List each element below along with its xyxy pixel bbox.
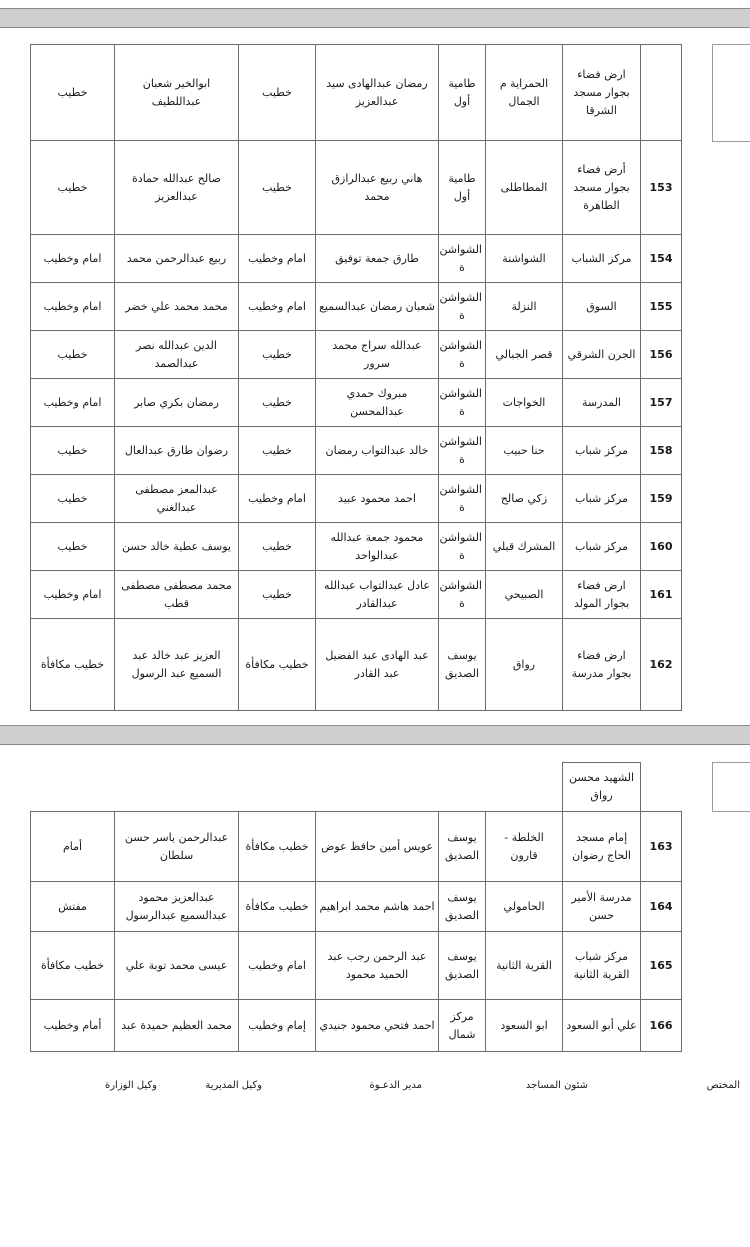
administration-cell: طامية أول bbox=[439, 141, 486, 235]
preacher-name-cell: هاني ربيع عبدالرازق محمد bbox=[316, 141, 439, 235]
table-row bbox=[31, 571, 682, 619]
row-number-cell: 156 bbox=[641, 331, 682, 379]
alternate-name-cell: محمد العظيم حميدة عبد bbox=[115, 1000, 239, 1052]
preacher-role-cell: خطيب مكافأة bbox=[239, 812, 316, 882]
administration-cell: يوسف الصديق bbox=[439, 882, 486, 932]
mosque-location-cell: مركز شباب القرية الثانية bbox=[563, 932, 641, 1000]
alternate-role-cell: امام وخطيب bbox=[31, 571, 115, 619]
village-cell: حنا حبيب bbox=[486, 427, 563, 475]
table-row bbox=[31, 235, 682, 283]
preacher-name-cell: احمد فتحي محمود جنيدي bbox=[316, 1000, 439, 1052]
alternate-role-cell: خطيب bbox=[31, 427, 115, 475]
preacher-role-cell: خطيب مكافأة bbox=[239, 882, 316, 932]
page-break-separator bbox=[0, 725, 750, 745]
preacher-name-cell: عادل عبدالتواب عبدالله عبدالقادر bbox=[316, 571, 439, 619]
village-cell: الخواجات bbox=[486, 379, 563, 427]
administration-cell: الشواشن ة bbox=[439, 379, 486, 427]
village-cell: المطاطلى bbox=[486, 141, 563, 235]
alternate-role-cell: امام وخطيب bbox=[31, 379, 115, 427]
preacher-role-cell: خطيب bbox=[239, 331, 316, 379]
mosque-location-cell: مركز الشباب bbox=[563, 235, 641, 283]
administration-cell: الشواشن ة bbox=[439, 427, 486, 475]
alternate-role-cell: خطيب مكافأة bbox=[31, 619, 115, 711]
table-row bbox=[31, 619, 682, 711]
preacher-name-cell: شعبان رمضان عبدالسميع bbox=[316, 283, 439, 331]
row-number-cell: 163 bbox=[641, 812, 682, 882]
table-row bbox=[31, 331, 682, 379]
alternate-name-cell: ربيع عبدالرحمن محمد bbox=[115, 235, 239, 283]
administration-cell: مركز شمال bbox=[439, 1000, 486, 1052]
administration-cell: الشواشن ة bbox=[439, 571, 486, 619]
table-row bbox=[31, 523, 682, 571]
village-cell: رواق bbox=[486, 619, 563, 711]
administration-cell: يوسف الصديق bbox=[439, 619, 486, 711]
alternate-role-cell: امام وخطيب bbox=[31, 235, 115, 283]
mosque-location-cell: علي أبو السعود bbox=[563, 1000, 641, 1052]
alternate-role-cell: أمام bbox=[31, 812, 115, 882]
row-number-cell: 154 bbox=[641, 235, 682, 283]
mosque-location-cell: مركز شباب bbox=[563, 523, 641, 571]
alternate-role-cell: خطيب bbox=[31, 141, 115, 235]
preacher-name-cell: عبدالله سراج محمد سرور bbox=[316, 331, 439, 379]
alternate-name-cell: عبدالمعز مصطفى عبدالغني bbox=[115, 475, 239, 523]
village-cell: الصبيحي bbox=[486, 571, 563, 619]
alternate-name-cell: العزيز عبد خالد عبد السميع عبد الرسول bbox=[115, 619, 239, 711]
footer-specialist: المختص bbox=[706, 1080, 740, 1091]
table-row bbox=[31, 141, 682, 235]
alternate-role-cell: خطيب bbox=[31, 331, 115, 379]
alternate-role-cell: أمام وخطيب bbox=[31, 1000, 115, 1052]
alternate-name-cell: عبدالرحمن ياسر حسن سلطان bbox=[115, 812, 239, 882]
alternate-role-cell: خطيب bbox=[31, 523, 115, 571]
alternate-name-cell: الدين عبدالله نصر عبدالصمد bbox=[115, 331, 239, 379]
preacher-role-cell: امام وخطيب bbox=[239, 235, 316, 283]
preacher-role-cell: امام وخطيب bbox=[239, 932, 316, 1000]
row-number-cell: 160 bbox=[641, 523, 682, 571]
village-cell: زكي صالح bbox=[486, 475, 563, 523]
preacher-role-cell: خطيب bbox=[239, 571, 316, 619]
page-top-separator bbox=[0, 8, 750, 28]
preacher-name-cell: طارق جمعة توفيق bbox=[316, 235, 439, 283]
village-cell: الحمراية م الجمال bbox=[486, 45, 563, 141]
alternate-name-cell: رضوان طارق عبدالعال bbox=[115, 427, 239, 475]
row-number-cell: 158 bbox=[641, 427, 682, 475]
village-cell: المشرك قبلي bbox=[486, 523, 563, 571]
mosque-location-cell: الجرن الشرقي bbox=[563, 331, 641, 379]
alternate-name-cell: يوسف عطية خالد حسن bbox=[115, 523, 239, 571]
alternate-name-cell: رمضان بكري صابر bbox=[115, 379, 239, 427]
footer-mosque-affairs: شئون المساجد bbox=[525, 1080, 588, 1091]
village-cell: النزلة bbox=[486, 283, 563, 331]
preacher-name-cell: احمد هاشم محمد ابراهيم bbox=[316, 882, 439, 932]
administration-cell: الشواشن ة bbox=[439, 283, 486, 331]
village-cell: قصر الجبالي bbox=[486, 331, 563, 379]
margin-box-bottom bbox=[712, 762, 750, 812]
preacher-name-cell: محمود جمعة عبدالله عبدالواحد bbox=[316, 523, 439, 571]
preacher-name-cell: عبد الهادى عبد الفضيل عبد القادر bbox=[316, 619, 439, 711]
preacher-role-cell: خطيب bbox=[239, 45, 316, 141]
preacher-role-cell: إمام وخطيب bbox=[239, 1000, 316, 1052]
alternate-name-cell: محمد محمد علي خضر bbox=[115, 283, 239, 331]
preacher-role-cell: امام وخطيب bbox=[239, 475, 316, 523]
footer-ministry-deputy: وكيل الوزارة bbox=[104, 1080, 157, 1091]
administration-cell: الشواشن ة bbox=[439, 235, 486, 283]
alternate-role-cell: خطيب مكافأة bbox=[31, 932, 115, 1000]
mosque-location-cell: أرض فضاء بجوار مسجد الطاهرة bbox=[563, 141, 641, 235]
row-number-cell bbox=[641, 45, 682, 141]
preacher-role-cell: خطيب bbox=[239, 141, 316, 235]
administration-cell: الشواشن ة bbox=[439, 331, 486, 379]
row-number-cell: 164 bbox=[641, 882, 682, 932]
note-cell: الشهيد محسن رواق bbox=[563, 763, 641, 812]
table-row bbox=[31, 475, 682, 523]
footer-directorate-deputy: وكيل المديرية bbox=[205, 1080, 262, 1091]
preacher-role-cell: امام وخطيب bbox=[239, 283, 316, 331]
village-cell: الحامولي bbox=[486, 882, 563, 932]
preacher-name-cell: احمد محمود عبيد bbox=[316, 475, 439, 523]
alternate-name-cell: عبدالعزيز محمود عبدالسميع عبدالرسول bbox=[115, 882, 239, 932]
mosque-location-cell: مدرسة الأمير حسن bbox=[563, 882, 641, 932]
administration-cell: الشواشن ة bbox=[439, 523, 486, 571]
alternate-role-cell: امام وخطيب bbox=[31, 283, 115, 331]
table-row bbox=[31, 45, 682, 141]
alternate-name-cell: عيسى محمد توبة علي bbox=[115, 932, 239, 1000]
preacher-role-cell: خطيب bbox=[239, 523, 316, 571]
alternate-role-cell: خطيب bbox=[31, 475, 115, 523]
preacher-name-cell: عويس أمين حافظ عوض bbox=[316, 812, 439, 882]
preacher-name-cell: رمضان عبدالهادى سيد عبدالعزيز bbox=[316, 45, 439, 141]
row-number-cell: 157 bbox=[641, 379, 682, 427]
alternate-name-cell: ابوالخير شعبان عبداللطيف bbox=[115, 45, 239, 141]
alternate-name-cell: صالح عبدالله حمادة عبدالعزيز bbox=[115, 141, 239, 235]
table-row bbox=[31, 379, 682, 427]
administration-cell: يوسف الصديق bbox=[439, 812, 486, 882]
alternate-role-cell: مفتش bbox=[31, 882, 115, 932]
mosque-location-cell: المدرسة bbox=[563, 379, 641, 427]
row-number-cell: 162 bbox=[641, 619, 682, 711]
mosque-location-cell: ارض فضاء بجوار المولد bbox=[563, 571, 641, 619]
administration-cell: طامية أول bbox=[439, 45, 486, 141]
preacher-name-cell: خالد عبدالتواب رمضان bbox=[316, 427, 439, 475]
table-row bbox=[31, 932, 682, 1000]
mosque-location-cell: ارض فضاء بجوار مدرسة bbox=[563, 619, 641, 711]
row-number-cell: 161 bbox=[641, 571, 682, 619]
village-cell: الخلطة - قارون bbox=[486, 812, 563, 882]
footer-dawa-director: مدير الدعـوة bbox=[369, 1080, 422, 1091]
alternate-name-cell: محمد مصطفى مصطفى قطب bbox=[115, 571, 239, 619]
table-row bbox=[31, 427, 682, 475]
table-note-row bbox=[31, 763, 682, 812]
village-cell: الشواشنة bbox=[486, 235, 563, 283]
village-cell: ابو السعود bbox=[486, 1000, 563, 1052]
row-number-cell: 159 bbox=[641, 475, 682, 523]
mosque-location-cell: السوق bbox=[563, 283, 641, 331]
preacher-role-cell: خطيب bbox=[239, 379, 316, 427]
administration-cell: يوسف الصديق bbox=[439, 932, 486, 1000]
mosque-assignment-table-2 bbox=[30, 762, 682, 1052]
mosque-location-cell: ارض فضاء بجوار مسجد الشرقا bbox=[563, 45, 641, 141]
row-number-cell: 153 bbox=[641, 141, 682, 235]
table-row bbox=[31, 283, 682, 331]
mosque-assignment-table-1 bbox=[30, 44, 682, 711]
row-number-cell: 155 bbox=[641, 283, 682, 331]
margin-box-top bbox=[712, 44, 750, 142]
preacher-name-cell: عبد الرحمن رجب عبد الحميد محمود bbox=[316, 932, 439, 1000]
administration-cell: الشواشن ة bbox=[439, 475, 486, 523]
preacher-role-cell: خطيب مكافأة bbox=[239, 619, 316, 711]
table-row bbox=[31, 812, 682, 882]
alternate-role-cell: خطيب bbox=[31, 45, 115, 141]
row-number-cell: 165 bbox=[641, 932, 682, 1000]
table-row bbox=[31, 1000, 682, 1052]
mosque-location-cell: إمام مسجد الحاج رضوان bbox=[563, 812, 641, 882]
table-row bbox=[31, 882, 682, 932]
preacher-name-cell: مبروك حمدي عبدالمحسن bbox=[316, 379, 439, 427]
signature-footer bbox=[20, 1080, 740, 1100]
mosque-location-cell: مركز شباب bbox=[563, 427, 641, 475]
row-number-cell: 166 bbox=[641, 1000, 682, 1052]
preacher-role-cell: خطيب bbox=[239, 427, 316, 475]
village-cell: القرية الثانية bbox=[486, 932, 563, 1000]
mosque-location-cell: مركز شباب bbox=[563, 475, 641, 523]
